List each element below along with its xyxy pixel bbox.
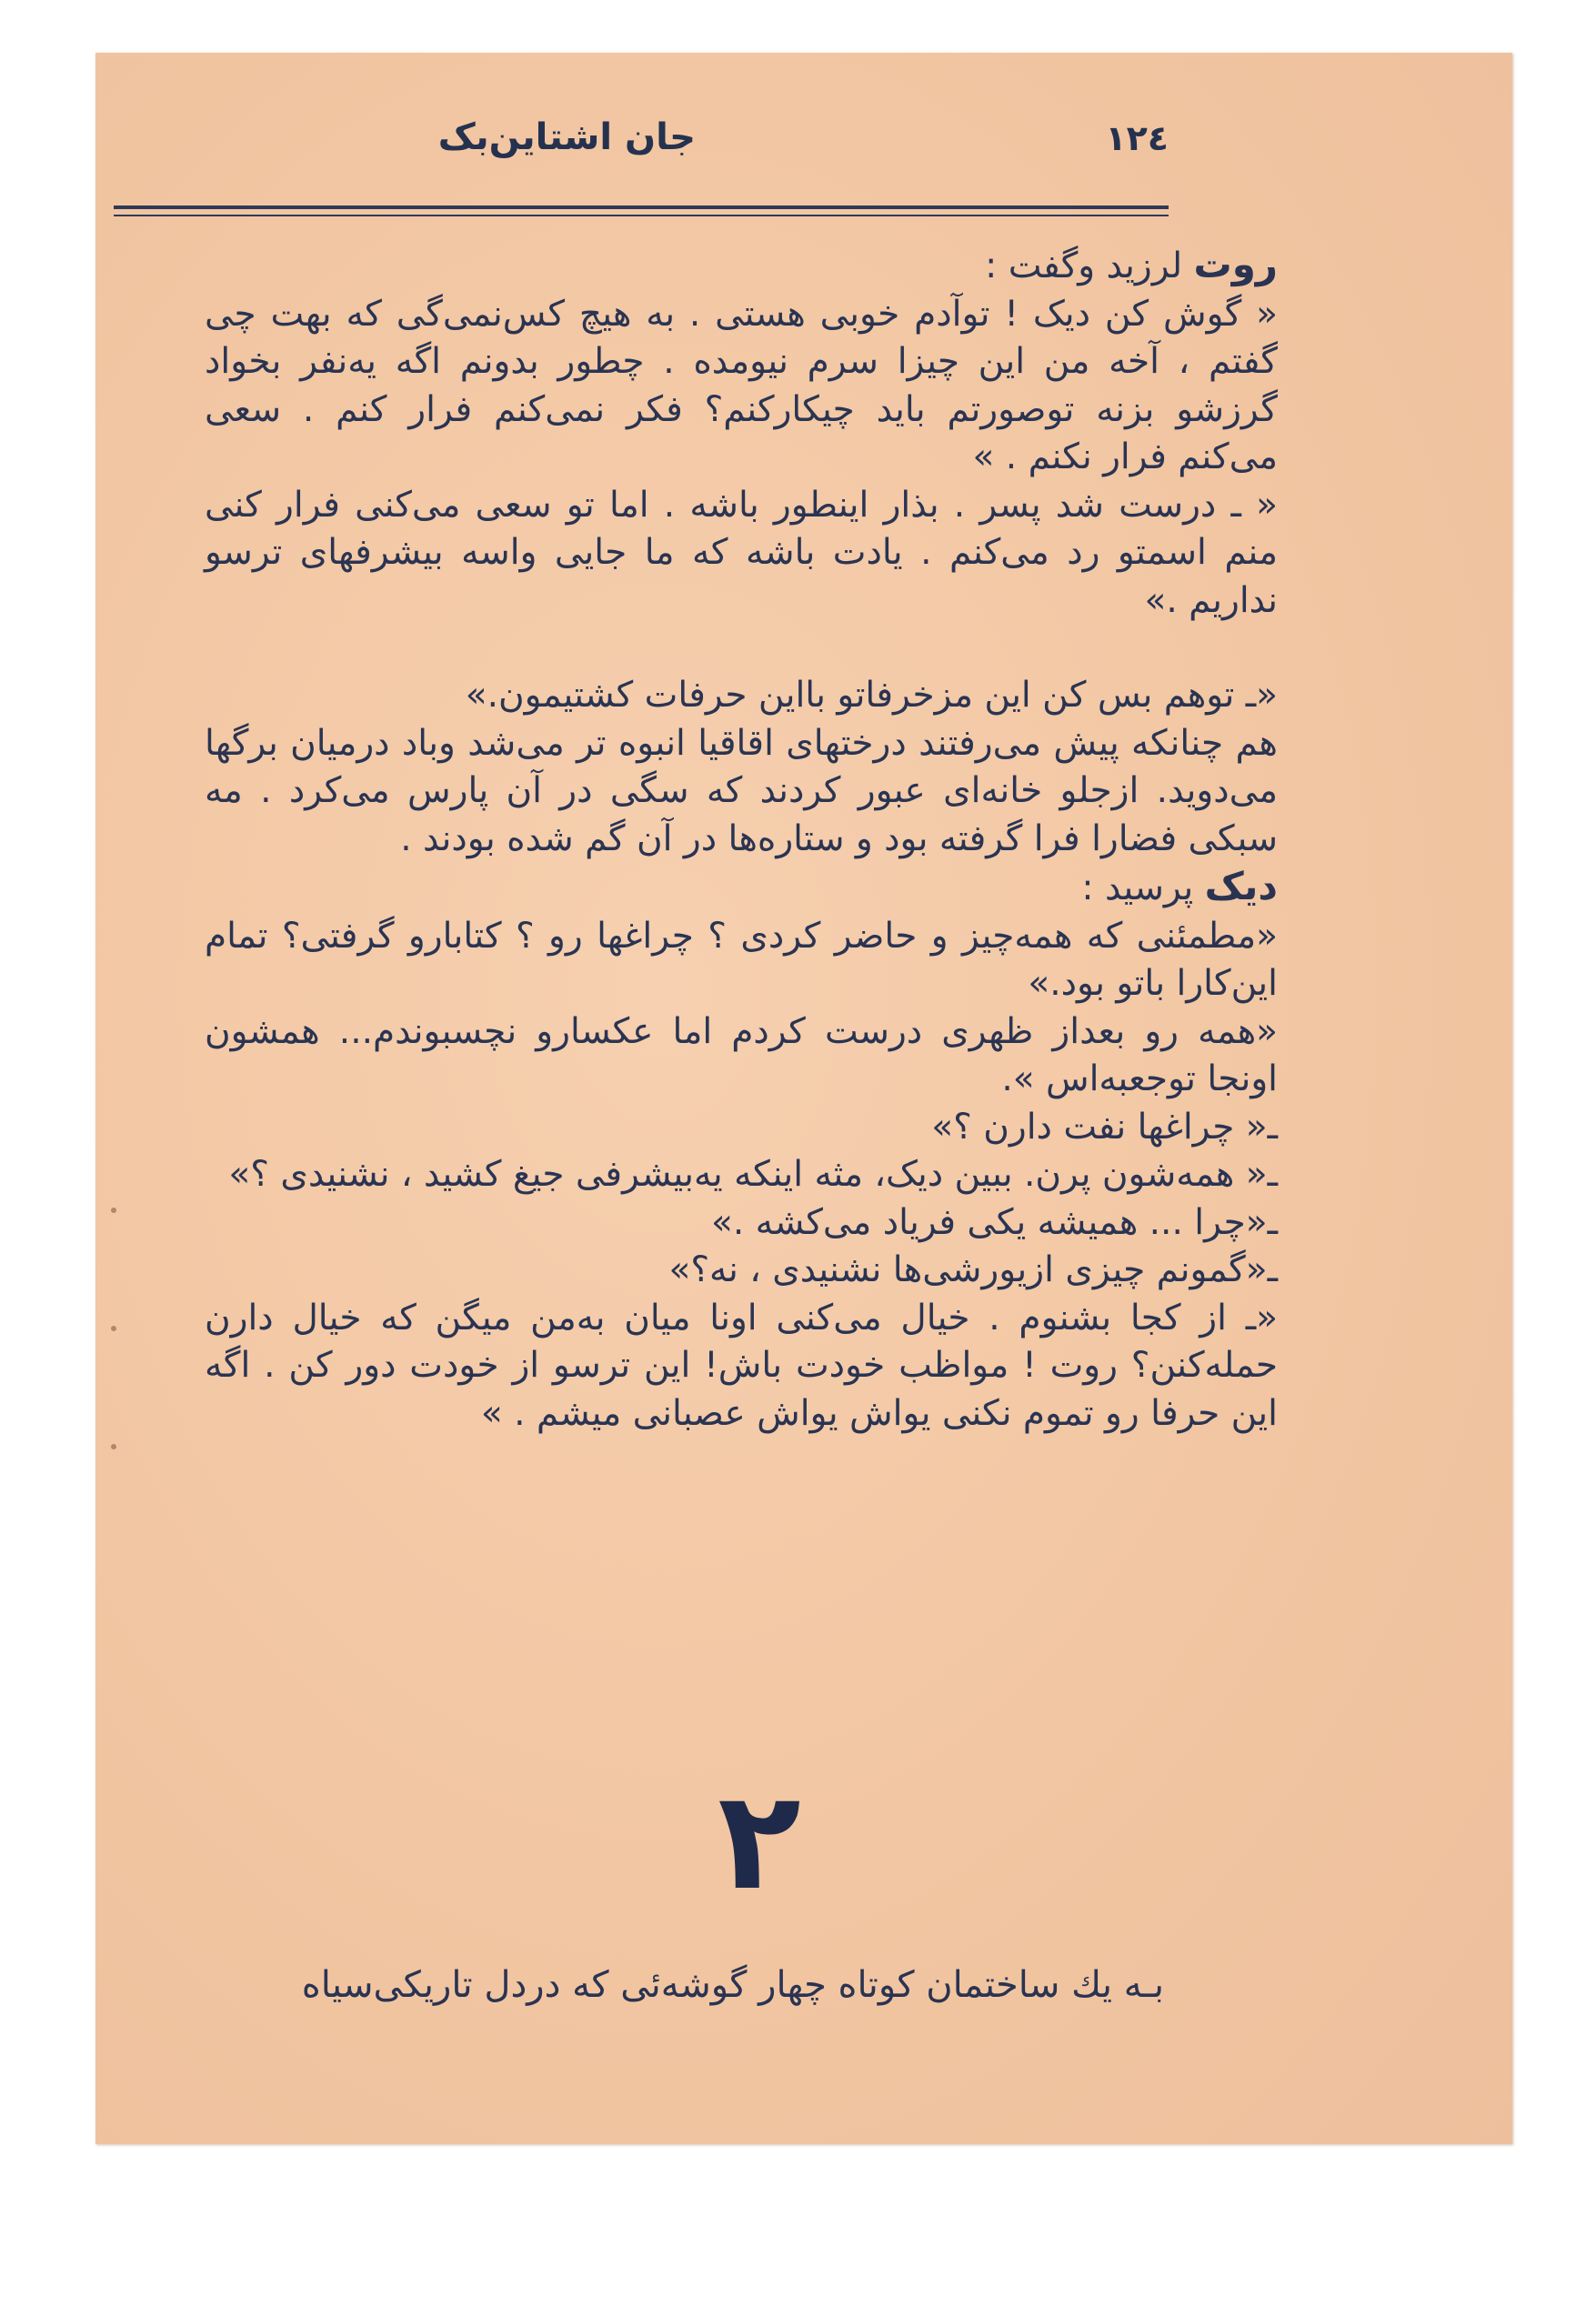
character-name: دیک <box>1204 864 1278 908</box>
paragraph-gap <box>205 625 1278 672</box>
chapter-number: ۲ <box>718 1762 801 1920</box>
header-rule-thin <box>114 215 1169 216</box>
header-rule <box>114 206 1169 209</box>
binding-hole <box>111 1444 116 1449</box>
paragraph: « گوش کن دیک ! توآدم خوبی هستی . به هیچ کس‌نمی‌گی که بهت چی گفتم ، آخه من این چیزا سرم نیومده . چطور بدونم اگه یه‌نفر بخواد گرزشو بزنه توصورتم باید چیکارکنم؟ فکر نمی‌کنم فرار کنم . سعی می‌کنم فرار نکنم . » <box>205 293 1278 477</box>
paragraph: ـ« چراغها نفت دارن ؟» <box>931 1106 1278 1148</box>
chapter-opening-line: بـه یك ساختمان کوتاه چهار گوشه‌ئی که دردل تاریکی‌سیاه <box>301 1964 1164 2006</box>
paragraph: « ـ درست شد پسر . بذار اینطور باشه . اما تو سعی می‌کنی فرار کنی منم اسمتو رد می‌کنم . یادت باشه که ما جایی واسه بیشرفهای ترسو نداریم .» <box>205 484 1278 621</box>
paragraph: دیک پرسید : <box>1081 864 1278 908</box>
character-name: روت <box>1193 242 1278 286</box>
page-number: ۱۲٤ <box>1105 118 1169 158</box>
paragraph: «ـ توهم بس کن این مزخرفاتو بااین حرفات کشتیمون.» <box>465 675 1278 716</box>
paragraph: ـ« همه‌شون پرن. ببین دیک، مثه اینکه یه‌بیشرفی جیغ کشید ، نشنیدی ؟» <box>228 1154 1278 1195</box>
paragraph: ـ«گمونم چیزی ازیورشی‌ها نشنیدی ، نه؟» <box>668 1249 1278 1290</box>
paragraph: روت لرزید وگفت : <box>985 242 1278 286</box>
binding-hole <box>111 1326 116 1331</box>
paragraph: «مطمئنی که همه‌چیز و حاضر کردی ؟ چراغها رو ؟ کتابارو گرفتی؟ تمام این‌کارا باتو بود.» <box>205 915 1278 1004</box>
running-title: جان اشتاین‌بک <box>437 116 696 158</box>
binding-hole <box>111 1208 116 1213</box>
paragraph: «ـ از کجا بشنوم . خیال می‌کنی اونا میان به‌من میگن که خیال دارن حمله‌کنن؟ روت ! مواظب خودت باش! این ترسو از خودت دور کن . اگه این حرفا رو تموم نکنی یواش یواش عصبانی میشم . » <box>205 1297 1278 1434</box>
paragraph: هم چنانکه پیش می‌رفتند درختهای اقاقیا انبوه تر می‌شد وباد درمیان برگها می‌دوید. ازجلو خانه‌ای عبور کردند که سگی در آن پارس می‌کرد . مه سبکی فضارا فرا گرفته بود و ستاره‌ها در آن گم شده بودند . <box>205 722 1278 859</box>
page-header <box>114 107 1169 207</box>
paragraph: «همه رو بعداز ظهری درست کردم اما عکسارو نچسبوندم... همشون اونجا توجعبه‌اس ». <box>205 1010 1278 1099</box>
paragraph: ـ«چرا ... همیشه یکی فریاد می‌کشه .» <box>711 1201 1278 1243</box>
body-text <box>205 241 1278 1438</box>
